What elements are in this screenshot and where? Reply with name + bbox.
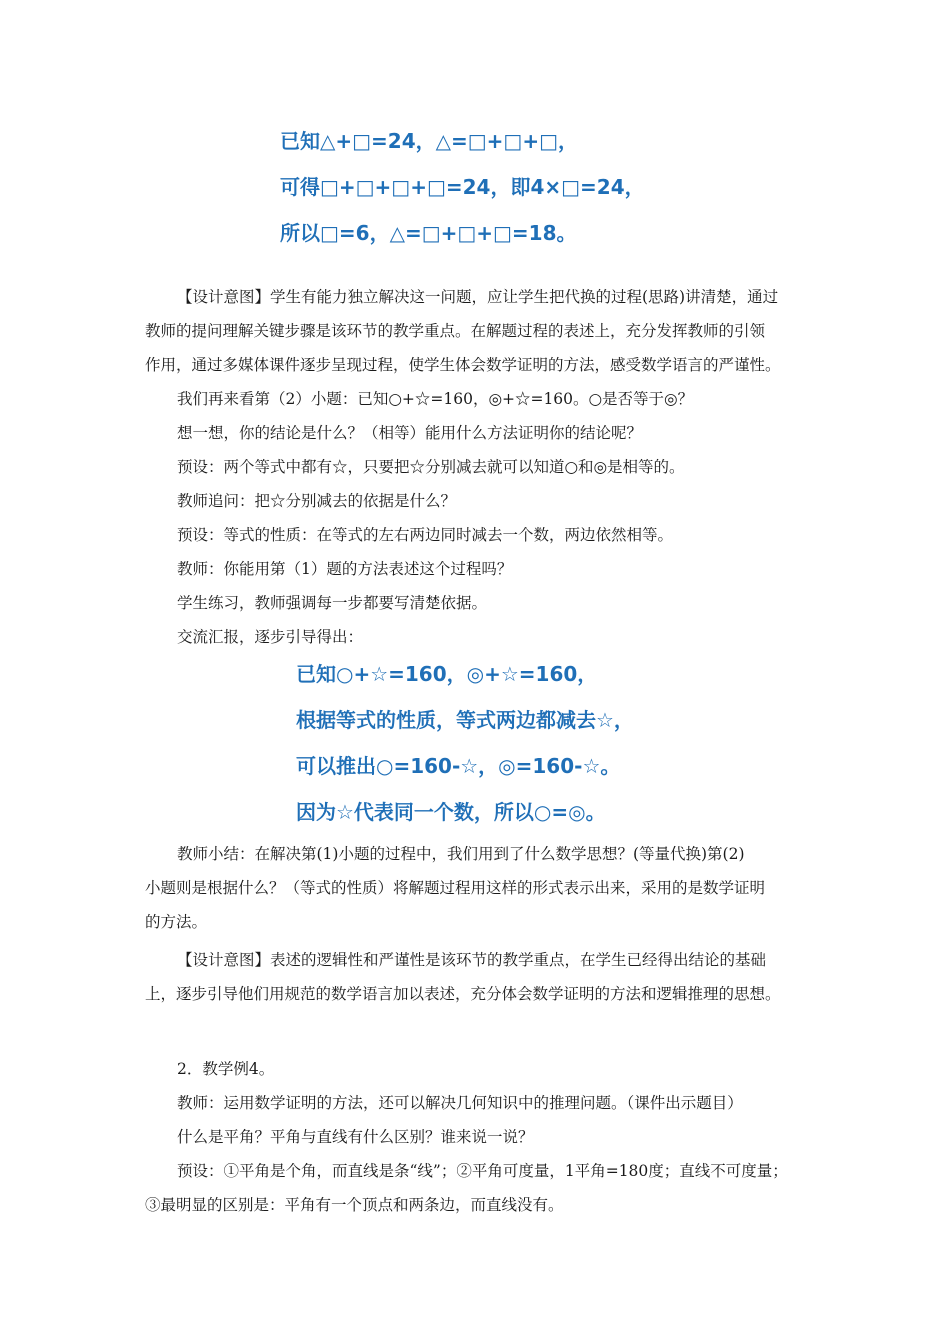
section-heading: 2．教学例4。 [177,1060,275,1078]
formula-block-substitution [280,118,645,256]
text-line: 上，逐步引导他们用规范的数学语言加以表述，充分体会数学证明的方法和逻辑推理的思想。 [145,985,781,1003]
formula-line: 已知△+□=24，△=□+□+□， [280,129,578,153]
text-line: 小题则是根据什么？（等式的性质）将解题过程用这样的形式表示出来，采用的是数学证明 [145,879,766,897]
formula-block-equality [296,651,634,835]
text-line: 【设计意图】表述的逻辑性和严谨性是该环节的教学重点，在学生已经得出结论的基础 [177,951,767,969]
formula-line: 所以□=6，△=□+□+□=18。 [280,221,577,245]
text-line: 教师的提问理解关键步骤是该环节的教学重点。在解题过程的表述上，充分发挥教师的引领 [145,322,766,340]
text-line: 教师追问：把☆分别减去的依据是什么？ [177,492,457,510]
formula-line: 已知○+☆=160，◎+☆=160， [296,662,598,686]
text-line: ③最明显的区别是：平角有一个顶点和两条边，而直线没有。 [145,1196,564,1214]
example-4-section [145,1052,825,1154]
design-intent-paragraph-1 [145,280,825,382]
formula-line: 可以推出○=160-☆，◎=160-☆。 [296,754,621,778]
text-line: 交流汇报，逐步引导得出： [177,628,364,646]
formula-line: 可得□+□+□+□=24，即4×□=24， [280,175,645,199]
text-line: 想一想，你的结论是什么？（相等）能用什么方法证明你的结论呢？ [177,424,643,442]
teaching-dialog [145,382,825,654]
formula-line: 因为☆代表同一个数，所以○=◎。 [296,800,606,824]
text-line: 教师小结：在解决第(1)小题的过程中，我们用到了什么数学思想？(等量代换)第(2) [177,845,745,863]
text-line: 预设：两个等式中都有☆，只要把☆分别减去就可以知道○和◎是相等的。 [177,458,685,476]
text-line: 教师：运用数学证明的方法，还可以解决几何知识中的推理问题。（课件出示题目） [177,1094,743,1112]
text-line: 预设：等式的性质：在等式的左右两边同时减去一个数，两边依然相等。 [177,526,674,544]
text-line: 教师：你能用第（1）题的方法表述这个过程吗？ [177,560,513,578]
design-intent-paragraph-2 [145,943,825,1011]
text-line: 【设计意图】学生有能力独立解决这一问题，应让学生把代换的过程(思路)讲清楚，通过 [177,288,779,306]
text-line: 我们再来看第（2）小题：已知○+☆=160，◎+☆=160。○是否等于◎？ [177,390,694,408]
teacher-summary-paragraph [145,837,825,939]
text-line: 的方法。 [145,913,208,931]
text-line: 作用，通过多媒体课件逐步呈现过程，使学生体会数学证明的方法，感受数学语言的严谨性。 [145,356,781,374]
text-line: 预设：①平角是个角，而直线是条“线”；②平角可度量，1平角=180度；直线不可度量； [177,1162,788,1180]
preset-answer-paragraph [145,1154,825,1222]
text-line: 什么是平角？平角与直线有什么区别？谁来说一说？ [177,1128,534,1146]
text-line: 学生练习，教师强调每一步都要写清楚依据。 [177,594,488,612]
formula-line: 根据等式的性质，等式两边都减去☆， [296,708,634,732]
